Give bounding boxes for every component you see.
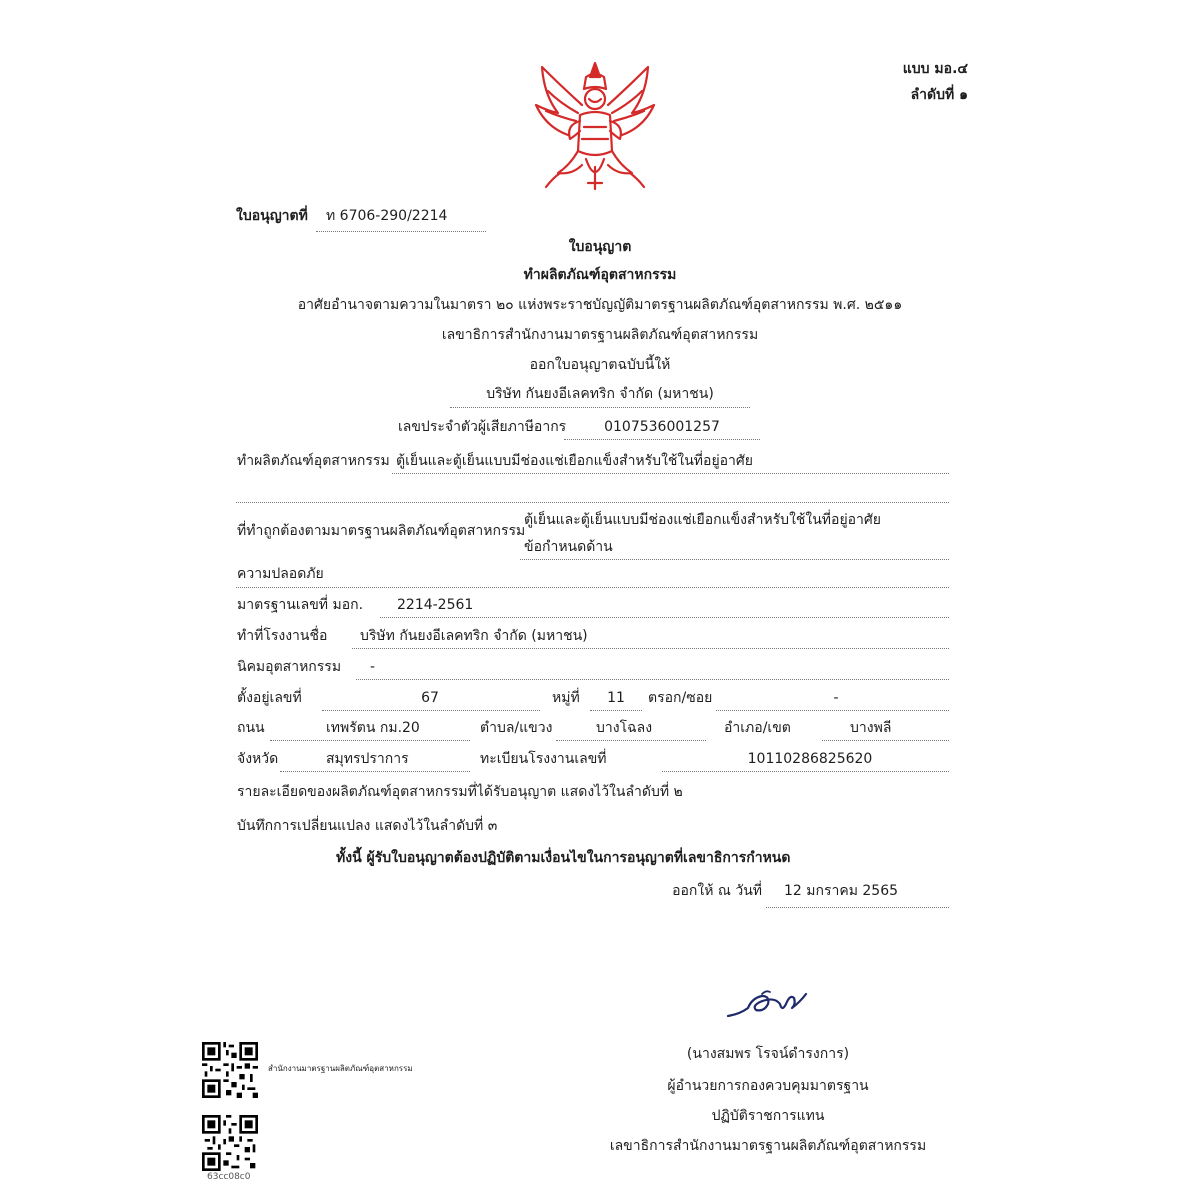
qr-code-secondary-icon xyxy=(202,1115,258,1171)
tax-id-line xyxy=(564,439,760,440)
tax-id-label: เลขประจำตัวผู้เสียภาษีอากร xyxy=(398,419,567,435)
address-subdistrict-value: บางโฉลง xyxy=(596,720,653,736)
footer-code: 63cc08c0 xyxy=(207,1172,251,1182)
address-reg-value: 10110286825620 xyxy=(747,751,873,767)
form-code: แบบ มอ.๔ xyxy=(902,61,968,77)
standard-label: มาตรฐานเลขที่ มอก. xyxy=(237,597,364,613)
signatory-position: ผู้อำนวยการกองควบคุมมาตรฐาน xyxy=(667,1078,869,1094)
compliant-value-3: ความปลอดภัย xyxy=(237,566,324,582)
address-province-line xyxy=(280,771,470,772)
title-license: ใบอนุญาต xyxy=(568,239,632,255)
footer-office: สำนักงานมาตรฐานผลิตภัณฑ์อุตสาหกรรม xyxy=(268,1064,413,1073)
signatory-org: เลขาธิการสำนักงานมาตรฐานผลิตภัณฑ์อุตสาหกรรม xyxy=(609,1138,927,1154)
address-moo-value: 11 xyxy=(607,690,625,706)
signatory-acting: ปฏิบัติราชการแทน xyxy=(711,1108,825,1124)
address-reg-line xyxy=(662,771,949,772)
condition-text: ทั้งนี้ ผู้รับใบอนุญาตต้องปฏิบัติตามเงื่อนไขในการอนุญาตที่เลขาธิการกำหนด xyxy=(336,850,791,866)
compliant-line xyxy=(520,559,949,560)
address-district-label: อำเภอ/เขต xyxy=(724,720,791,736)
address-road-line xyxy=(270,740,470,741)
factory-value: บริษัท กันยงอีเลคทริก จำกัด (มหาชน) xyxy=(360,628,588,644)
address-no-value: 67 xyxy=(421,690,439,706)
estate-label: นิคมอุตสาหกรรม xyxy=(237,659,342,675)
tax-id-value: 0107536001257 xyxy=(604,419,720,435)
title-authority: อาศัยอำนาจตามความในมาตรา ๒๐ แห่งพระราชบัญญัติมาตรฐานผลิตภัณฑ์อุตสาหกรรม พ.ศ. ๒๕๑๑ xyxy=(297,297,903,313)
product-label: ทำผลิตภัณฑ์อุตสาหกรรม xyxy=(237,453,390,469)
license-no-label: ใบอนุญาตที่ xyxy=(236,208,308,224)
title-issue: ออกใบอนุญาตฉบับนี้ให้ xyxy=(529,357,671,373)
license-no-line xyxy=(316,231,486,232)
title-product: ทำผลิตภัณฑ์อุตสาหกรรม xyxy=(523,267,677,283)
address-moo-line xyxy=(590,710,642,711)
compliant-line-2 xyxy=(236,587,949,588)
issued-label: ออกให้ ณ วันที่ xyxy=(672,883,762,899)
estate-value: - xyxy=(370,659,376,675)
license-no-value: ท 6706-290/2214 xyxy=(326,208,448,224)
address-province-label: จังหวัด xyxy=(237,751,279,767)
product-line xyxy=(392,473,949,474)
address-road-value: เทพรัตน กม.20 xyxy=(326,720,420,736)
signatory-name: (นางสมพร โรจน์ดำรงการ) xyxy=(686,1046,850,1062)
factory-line xyxy=(352,648,949,649)
address-subdistrict-label: ตำบล/แขวง xyxy=(480,720,553,736)
form-sequence: ลำดับที่ ๑ xyxy=(910,87,968,103)
compliant-label: ที่ทำถูกต้องตามมาตรฐานผลิตภัณฑ์อุตสาหกรรม xyxy=(237,523,526,539)
address-soi-label: ตรอก/ซอย xyxy=(648,690,713,706)
address-subdistrict-line xyxy=(556,740,706,741)
address-reg-label: ทะเบียนโรงงานเลขที่ xyxy=(480,751,607,767)
signature-image xyxy=(722,986,812,1026)
product-line-2 xyxy=(236,502,949,503)
address-district-value: บางพลี xyxy=(850,720,892,736)
address-soi-line xyxy=(716,710,949,711)
licensee-name: บริษัท กันยงอีเลคทริก จำกัด (มหาชน) xyxy=(486,386,714,402)
compliant-value-1: ตู้เย็นและตู้เย็นแบบมีช่องแช่เยือกแข็งสำหรับใช้ในที่อยู่อาศัย xyxy=(524,512,882,528)
product-value: ตู้เย็นและตู้เย็นแบบมีช่องแช่เยือกแข็งสำหรับใช้ในที่อยู่อาศัย xyxy=(396,453,754,469)
licensee-line xyxy=(450,407,750,408)
address-no-line xyxy=(322,710,540,711)
compliant-value-2: ข้อกำหนดด้าน xyxy=(524,539,613,555)
estate-line xyxy=(356,679,949,680)
issued-line xyxy=(766,907,949,908)
address-no-label: ตั้งอยู่เลขที่ xyxy=(237,690,302,706)
address-soi-value: - xyxy=(833,690,839,706)
address-moo-label: หมู่ที่ xyxy=(552,690,580,706)
address-road-label: ถนน xyxy=(237,720,265,736)
issued-date: 12 มกราคม 2565 xyxy=(784,883,899,899)
address-province-value: สมุทรปราการ xyxy=(326,751,409,767)
title-secretary: เลขาธิการสำนักงานมาตรฐานผลิตภัณฑ์อุตสาหกรรม xyxy=(441,327,759,343)
details-note: รายละเอียดของผลิตภัณฑ์อุตสาหกรรมที่ได้รับอนุญาต แสดงไว้ในลำดับที่ ๒ xyxy=(237,784,683,800)
garuda-emblem-icon xyxy=(520,55,670,205)
address-district-line xyxy=(822,740,949,741)
qr-code-icon xyxy=(202,1042,258,1098)
factory-label: ทำที่โรงงานชื่อ xyxy=(237,628,328,644)
standard-line xyxy=(380,617,949,618)
changes-note: บันทึกการเปลี่ยนแปลง แสดงไว้ในลำดับที่ ๓ xyxy=(237,818,498,834)
standard-value: 2214-2561 xyxy=(397,597,474,613)
